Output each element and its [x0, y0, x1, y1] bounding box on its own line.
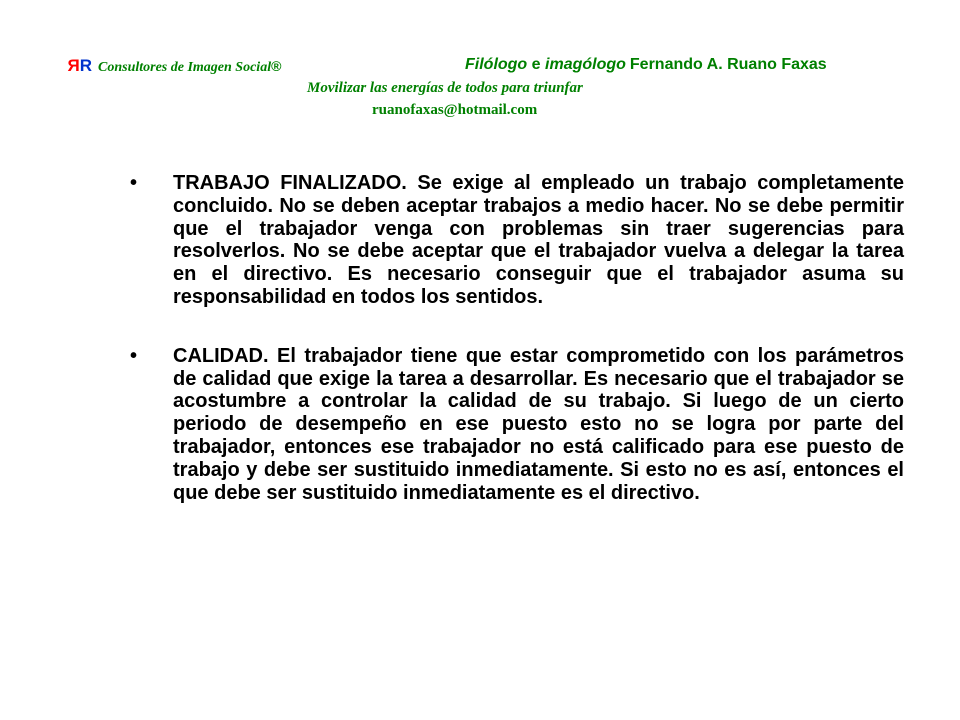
- bullet-icon: •: [130, 344, 138, 367]
- bullet-item-calidad: [130, 345, 904, 505]
- rr-logo: [68, 56, 92, 76]
- slogan: Movilizar las energías de todos para triunfar: [307, 80, 583, 96]
- author-title-philologist: Filólogo: [465, 56, 528, 73]
- logo-reversed-r: R: [68, 56, 80, 75]
- company-label: Consultores de Imagen Social: [98, 60, 272, 75]
- header: [0, 54, 960, 80]
- author-name: Fernando A. Ruano Faxas: [629, 56, 827, 73]
- company-name: [98, 58, 281, 76]
- logo-r: R: [79, 56, 92, 75]
- author-line: [465, 56, 827, 74]
- bullet-icon: •: [130, 172, 138, 194]
- bullet-text: CALIDAD. El trabajador tiene que estar comprometido con los parámetros de calidad que exige la tarea a desarrollar. Es necesario que el trabajador se acostumbre a controlar la calidad de su trabajo. Si luego de un cierto periodo de desempeño en ese puesto esto no se logra por parte del trabajador, entonces ese trabajador no está calificado para ese puesto de trabajo y debe ser sustituido inmediatamente. Si esto no es así, entonces el que debe ser sustituido inmediatamente es el directivo.: [173, 344, 904, 504]
- author-title-imagologist: imagólogo: [545, 56, 626, 73]
- bullet-text: TRABAJO FINALIZADO. Se exige al empleado un trabajo completamente concluido. No se deben aceptar trabajos a medio hacer. No se debe permitir que el trabajador venga con problemas sin traer sugerencias para resolverlos. No se debe aceptar que el trabajador vuelva a delegar la tarea en el directivo. Es necesario conseguir que el trabajador asuma su responsabilidad en todos los sentidos.: [173, 172, 904, 308]
- bullet-list: [130, 172, 904, 540]
- bullet-item-trabajo-finalizado: [130, 172, 904, 309]
- author-title-connector: e: [531, 56, 541, 73]
- registered-mark: ®: [271, 58, 282, 74]
- contact-email: ruanofaxas@hotmail.com: [372, 102, 538, 118]
